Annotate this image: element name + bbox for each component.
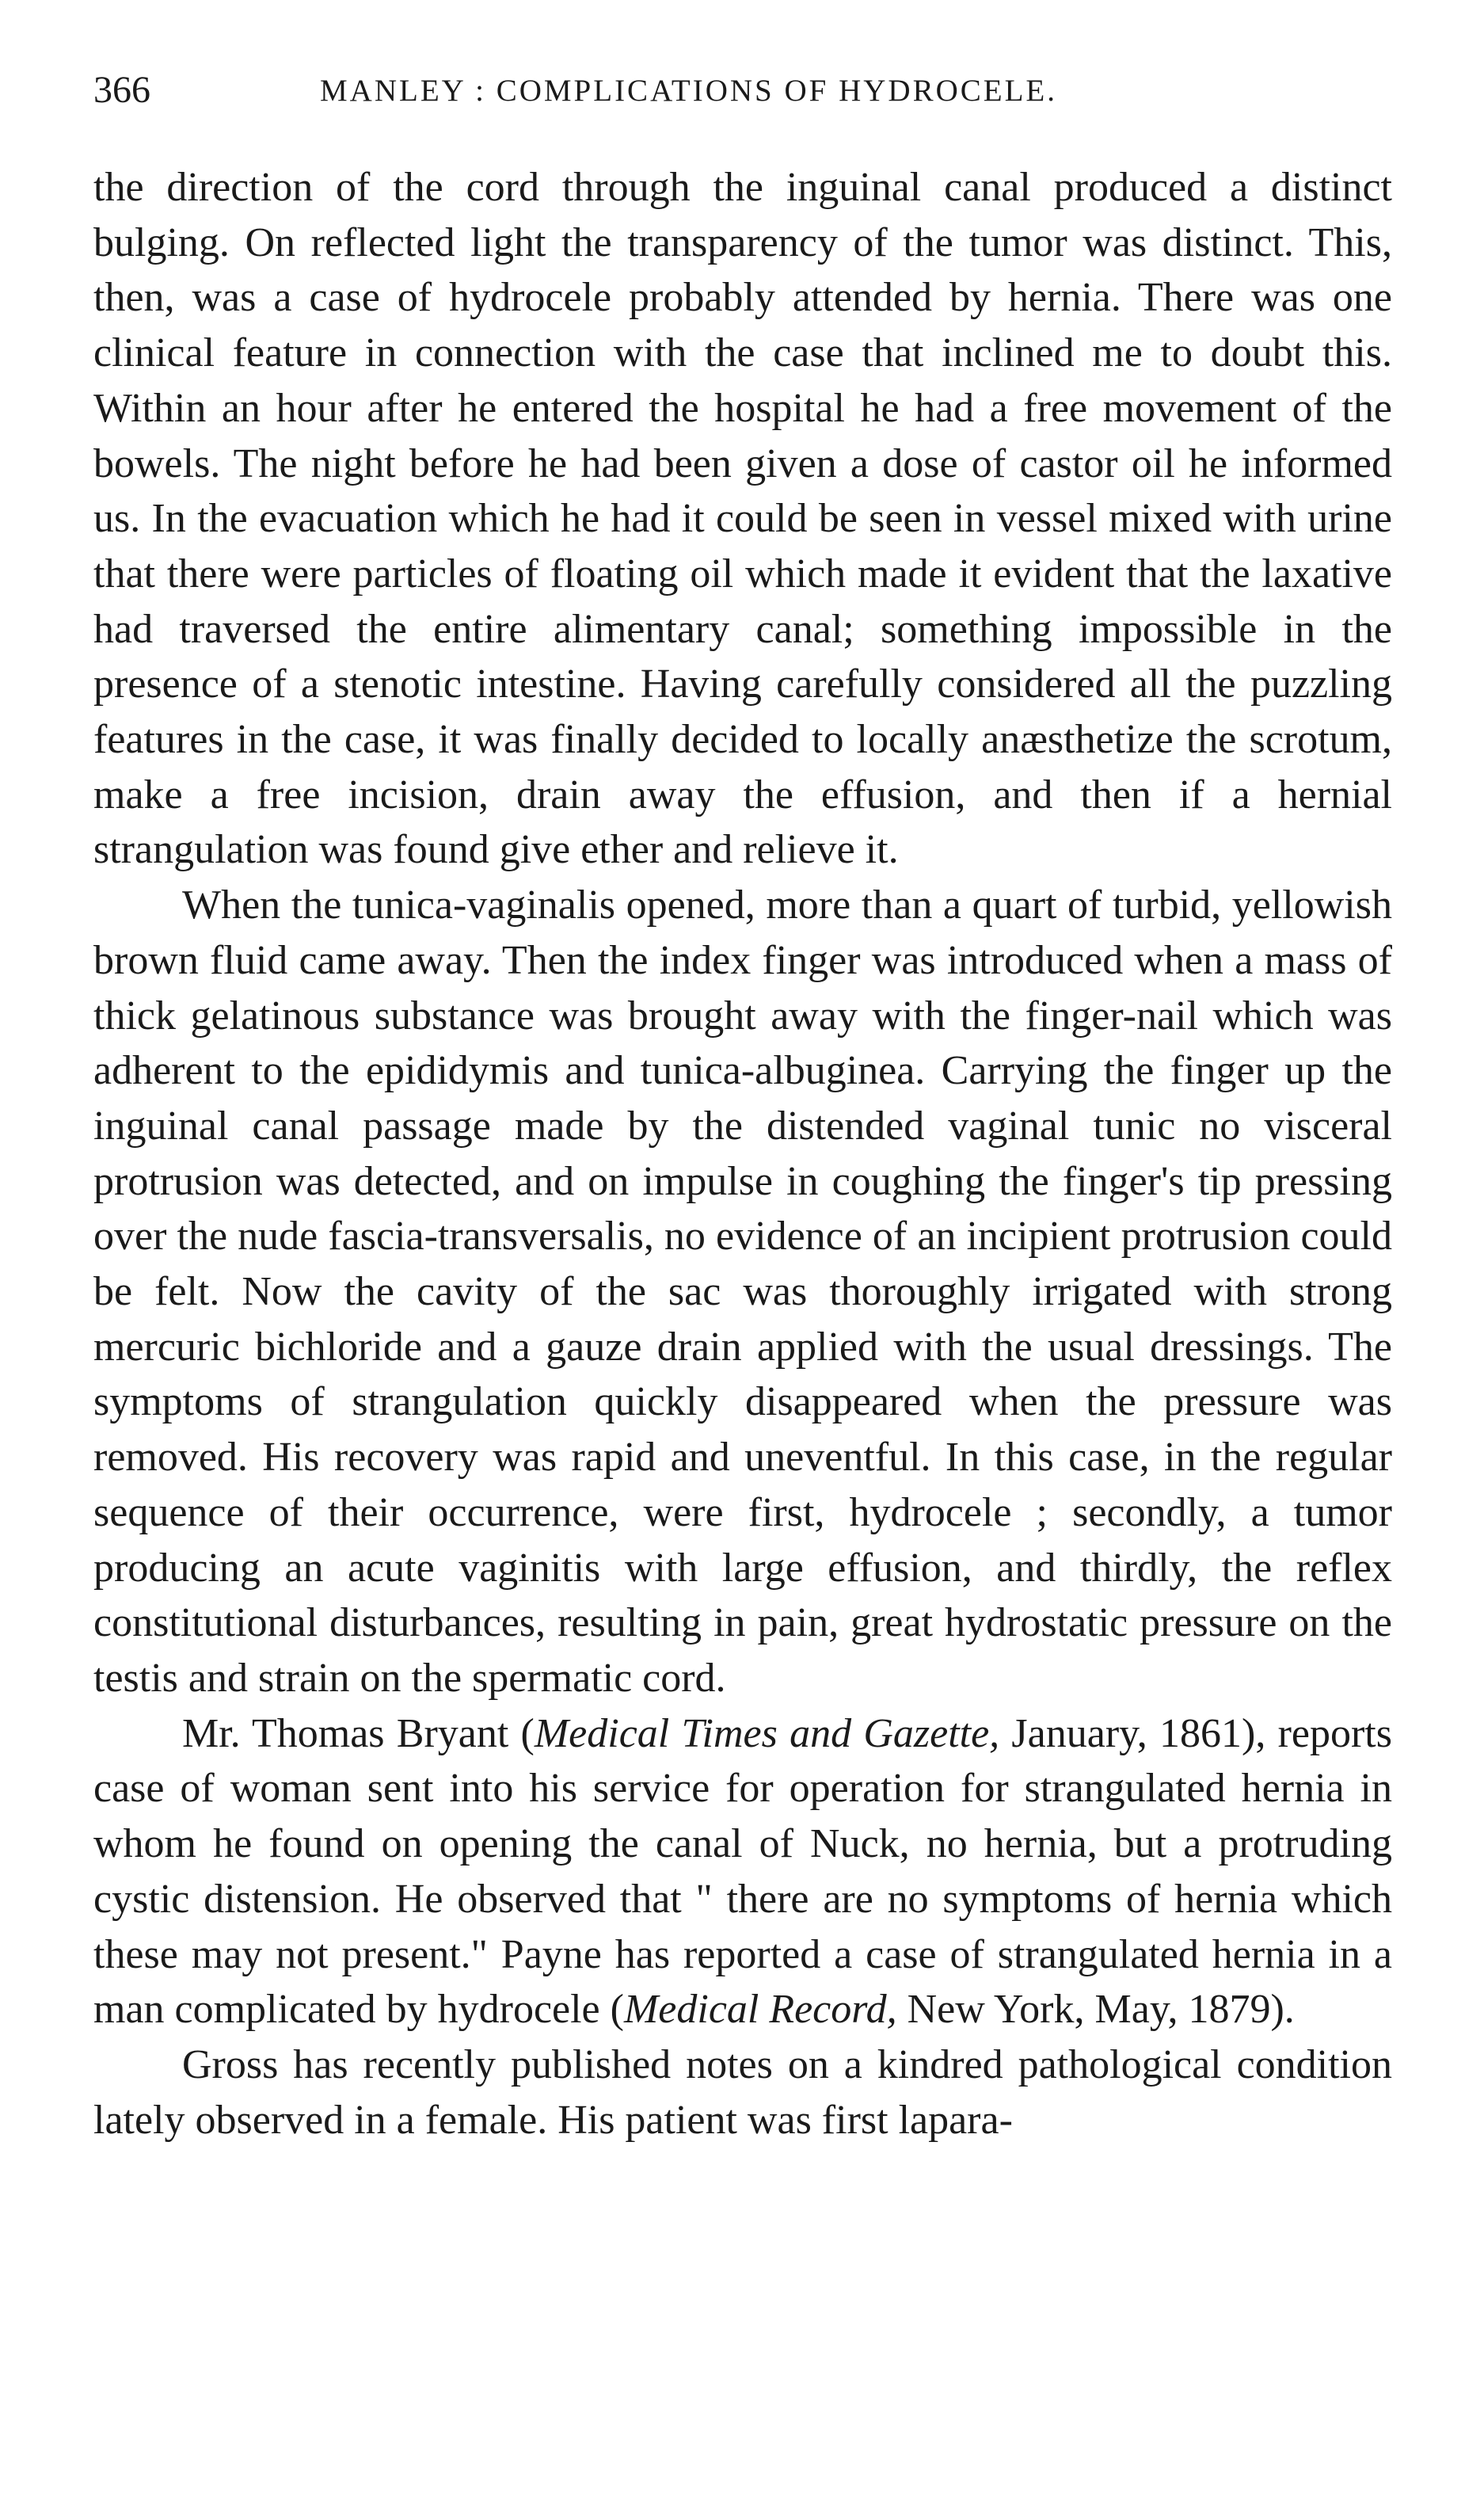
paragraph-operation: When the tunica-vaginalis opened, more than a quart of turbid, yellowish brown fluid came away. Then the index finger was introduced when a mass of thick gelatinous substance was brought away with the finger-nail which was adherent to the epididymis and tunica-albuginea. Carrying the finger up the inguinal canal passage made by the distended vaginal tunic no visceral protrusion was detected, and on impulse in coughing the finger's tip pressing over the nude fascia-transversalis, no evidence of an incipient protrusion could be felt. Now the cavity of the sac was thoroughly irrigated with strong mercuric bichloride and a gauze drain applied with the usual dressings. The symptoms of strangulation quickly disappeared when the pressure was removed. His recovery was rapid and uneventful. In this case, in the regular sequence of their occurrence, were first, hydrocele ; secondly, a tumor producing an acute vaginitis with large effusion, and thirdly, the reflex constitutional disturbances, resulting in pain, great hydrostatic pressure on the testis and strain on the spermatic cord. <box>93 882 1392 1701</box>
running-title: MANLEY : COMPLICATIONS OF HYDROCELE. <box>320 74 1057 108</box>
bryant-text-2: January, 1861), reports case of woman sent into his service for operation for strangulated hernia in whom he found on opening the canal of Nuck, no hernia, but a protruding cystic distension. He observed that " there are no symptoms of hernia which these may not present." Payne has reported a case of strangulated hernia in a man complicated by hydrocele ( <box>93 1710 1392 2033</box>
body-text <box>93 160 1392 2148</box>
page-number: 366 <box>93 69 150 111</box>
citation-medical-record: Medical Record, <box>623 1987 897 2033</box>
bryant-text-1: Mr. Thomas Bryant ( <box>182 1710 535 1756</box>
citation-medical-times: Medical Times and Gazette, <box>534 1710 1000 1756</box>
running-header <box>93 68 1392 131</box>
bryant-text-3: New York, May, 1879). <box>896 1987 1295 2033</box>
paragraph-case-continued: the direction of the cord through the inguinal canal produced a distinct bulging. On reflected light the transparency of the tumor was distinct. This, then, was a case of hydrocele probably attended by hernia. There was one clinical feature in connection with the case that inclined me to doubt this. Within an hour after he entered the hospital he had a free movement of the bowels. The night before he had been given a dose of castor oil he informed us. In the evacuation which he had it could be seen in vessel mixed with urine that there were particles of floating oil which made it evident that the laxative had traversed the entire alimentary canal; something impossible in the presence of a stenotic intestine. Having carefully considered all the puzzling features in the case, it was finally decided to locally anæsthetize the scrotum, make a free incision, drain away the effusion, and then if a hernial strangulation was found give ether and relieve it. <box>93 165 1392 873</box>
document-page <box>93 68 1392 2148</box>
paragraph-bryant-case <box>93 1706 1392 2037</box>
paragraph-gross-notes: Gross has recently published notes on a kindred pathological condition lately observed in a female. His patient was first lapara- <box>93 2041 1392 2143</box>
